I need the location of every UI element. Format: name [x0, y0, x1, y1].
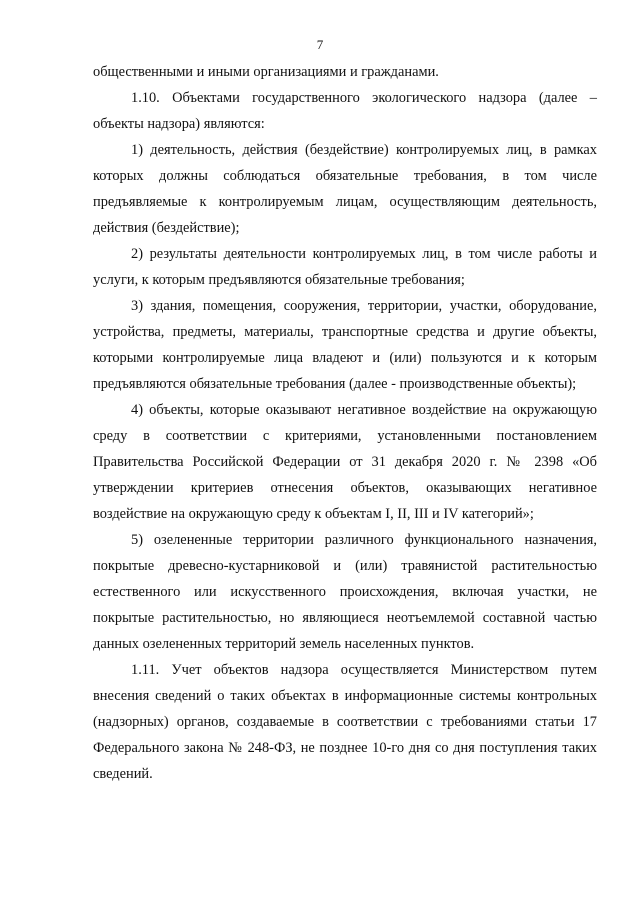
paragraph-1-10: 1.10. Объектами государственного экологического надзора (далее – объекты надзора) являются:: [93, 90, 597, 132]
paragraph-1-11: 1.11. Учет объектов надзора осуществляется Министерством путем внесения сведений о таких объектах в информационные системы контрольных (надзорных) органов, создаваемые в соответствии с требованиями статьи 17 Федерального закона № 248-ФЗ, не позднее 10-го дня со дня поступления таких сведений.: [93, 662, 597, 782]
list-item-5: 5) озелененные территории различного функционального назначения, покрытые древесно-кустарниковой и (или) травянистой растительностью естественного или искусственного происхождения, включая участки, не покрытые растительностью, но являющиеся неотъемлемой составной частью данных озелененных территорий земель населенных пунктов.: [93, 532, 597, 652]
list-item-3: 3) здания, помещения, сооружения, территории, участки, оборудование, устройства, предметы, материалы, транспортные средства и другие объекты, которыми контролируемые лица владеют и (или) пользуются и к которым предъявляются обязательные требования (далее - производственные объекты);: [93, 298, 597, 392]
list-item-2: 2) результаты деятельности контролируемых лиц, в том числе работы и услуги, к которым предъявляются обязательные требования;: [93, 246, 597, 288]
list-item-4: 4) объекты, которые оказывают негативное воздействие на окружающую среду в соответствии с критериями, установленными постановлением Правительства Российской Федерации от 31 декабря 2020 г. № 2398 «Об утверждении критериев отнесения объектов, оказывающих негативное воздействие на окружающую среду к объектам I, II, III и IV категорий»;: [93, 402, 597, 522]
paragraph-continuation: общественными и иными организациями и гражданами.: [93, 64, 439, 80]
page-number: 7: [316, 37, 324, 52]
document-body: [93, 59, 597, 787]
list-item-1: 1) деятельность, действия (бездействие) контролируемых лиц, в рамках которых должны соблюдаться обязательные требования, в том числе предъявляемые к контролируемым лицам, осуществляющим деятельность, действия (бездействие);: [93, 142, 597, 236]
